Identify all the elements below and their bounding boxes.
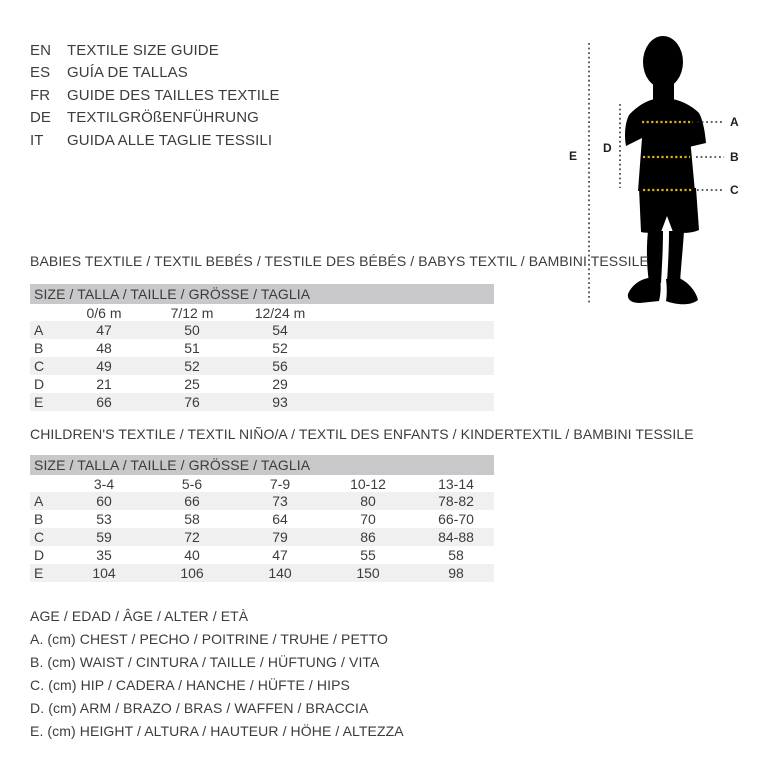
table-cell: 66 xyxy=(96,394,112,410)
column-header: 13-14 xyxy=(438,475,474,492)
language-code: ES xyxy=(30,64,51,82)
table-cell: 49 xyxy=(96,358,112,374)
row-label: C xyxy=(34,529,45,545)
measure-label-b: B xyxy=(730,150,739,164)
row-label: C xyxy=(34,358,45,374)
column-header: 12/24 m xyxy=(254,304,306,321)
legend-arm-line: D. (cm) ARM / BRAZO / BRAS / WAFFEN / BRACCIA xyxy=(30,699,369,716)
language-title: GUIDA ALLE TAGLIE TESSILI xyxy=(67,131,273,149)
table-row xyxy=(30,564,494,582)
table-row xyxy=(30,492,494,510)
table-cell: 86 xyxy=(360,529,376,545)
row-label: A xyxy=(34,493,44,509)
table-cell: 40 xyxy=(184,547,200,563)
child-silhouette-diagram xyxy=(560,20,768,320)
table-cell: 58 xyxy=(448,547,464,563)
legend-age-line: AGE / EDAD / ÂGE / ALTER / ETÀ xyxy=(30,607,249,624)
table-cell: 47 xyxy=(272,547,288,563)
babies-size-table xyxy=(30,284,494,411)
table-cell: 48 xyxy=(96,340,112,356)
babies-section-heading: BABIES TEXTILE / TEXTIL BEBÉS / TESTILE DES BÉBÉS / BABYS TEXTIL / BAMBINI TESSILE xyxy=(30,253,649,269)
children-size-header-bar: SIZE / TALLA / TAILLE / GRÖSSE / TAGLIA xyxy=(30,455,494,475)
language-title: GUÍA DE TALLAS xyxy=(67,64,188,82)
table-cell: 78-82 xyxy=(438,493,474,509)
table-cell: 84-88 xyxy=(438,529,474,545)
table-cell: 79 xyxy=(272,529,288,545)
table-row xyxy=(30,339,494,357)
language-row-en xyxy=(30,39,280,62)
language-code: DE xyxy=(30,109,52,127)
measurement-figure xyxy=(560,20,768,320)
legend-chest-line: A. (cm) CHEST / PECHO / POITRINE / TRUHE / PETTO xyxy=(30,630,388,647)
table-cell: 55 xyxy=(360,547,376,563)
row-label: D xyxy=(34,376,45,392)
row-label: B xyxy=(34,340,44,356)
language-row-fr xyxy=(30,84,280,107)
table-cell: 52 xyxy=(184,358,200,374)
table-cell: 59 xyxy=(96,529,112,545)
column-header: 5-6 xyxy=(181,475,203,492)
table-cell: 80 xyxy=(360,493,376,509)
table-row xyxy=(30,528,494,546)
table-cell: 29 xyxy=(272,376,288,392)
column-header: 3-4 xyxy=(93,475,115,492)
babies-column-header-row xyxy=(30,304,494,321)
table-cell: 54 xyxy=(272,322,288,338)
language-row-it xyxy=(30,129,280,152)
table-cell: 58 xyxy=(184,511,200,527)
table-cell: 76 xyxy=(184,394,200,410)
table-row xyxy=(30,357,494,375)
table-cell: 35 xyxy=(96,547,112,563)
row-label: B xyxy=(34,511,44,527)
table-cell: 66 xyxy=(184,493,200,509)
column-header: 7/12 m xyxy=(170,304,214,321)
table-cell: 53 xyxy=(96,511,112,527)
legend-hip-line: C. (cm) HIP / CADERA / HANCHE / HÜFTE / HIPS xyxy=(30,676,350,693)
table-row xyxy=(30,321,494,339)
table-cell: 150 xyxy=(356,565,380,581)
measurement-legend xyxy=(30,604,404,742)
language-title-list xyxy=(30,39,280,152)
measure-label-c: C xyxy=(730,183,739,197)
table-cell: 73 xyxy=(272,493,288,509)
language-code: IT xyxy=(30,131,44,149)
table-cell: 106 xyxy=(180,565,204,581)
language-code: FR xyxy=(30,86,51,104)
language-row-es xyxy=(30,62,280,85)
column-header: 10-12 xyxy=(350,475,386,492)
table-row xyxy=(30,375,494,393)
children-section-heading: CHILDREN'S TEXTILE / TEXTIL NIÑO/A / TEXTIL DES ENFANTS / KINDERTEXTIL / BAMBINI TESSILE xyxy=(30,426,694,442)
language-code: EN xyxy=(30,41,52,59)
table-cell: 47 xyxy=(96,322,112,338)
table-cell: 66-70 xyxy=(438,511,474,527)
measure-label-d: D xyxy=(603,141,612,155)
table-cell: 72 xyxy=(184,529,200,545)
table-cell: 104 xyxy=(92,565,116,581)
row-label: E xyxy=(34,565,44,581)
table-row xyxy=(30,393,494,411)
table-row xyxy=(30,546,494,564)
children-size-table xyxy=(30,455,494,582)
language-title: GUIDE DES TAILLES TEXTILE xyxy=(67,86,280,104)
children-column-header-row xyxy=(30,475,494,492)
measure-label-a: A xyxy=(730,115,739,129)
table-cell: 70 xyxy=(360,511,376,527)
table-cell: 93 xyxy=(272,394,288,410)
table-cell: 64 xyxy=(272,511,288,527)
legend-waist-line: B. (cm) WAIST / CINTURA / TAILLE / HÜFTUNG / VITA xyxy=(30,653,380,670)
language-row-de xyxy=(30,107,280,130)
measure-label-e: E xyxy=(569,149,578,163)
table-cell: 98 xyxy=(448,565,464,581)
table-cell: 21 xyxy=(96,376,112,392)
table-cell: 140 xyxy=(268,565,292,581)
column-header: 0/6 m xyxy=(86,304,122,321)
table-row xyxy=(30,510,494,528)
table-cell: 60 xyxy=(96,493,112,509)
table-cell: 51 xyxy=(184,340,200,356)
row-label: E xyxy=(34,394,44,410)
babies-size-header-bar: SIZE / TALLA / TAILLE / GRÖSSE / TAGLIA xyxy=(30,284,494,304)
row-label: A xyxy=(34,322,44,338)
table-cell: 52 xyxy=(272,340,288,356)
column-header: 7-9 xyxy=(269,475,291,492)
table-cell: 50 xyxy=(184,322,200,338)
table-cell: 25 xyxy=(184,376,200,392)
language-title: TEXTILE SIZE GUIDE xyxy=(67,41,219,59)
language-title: TEXTILGRÖßENFÜHRUNG xyxy=(67,109,259,127)
row-label: D xyxy=(34,547,45,563)
legend-height-line: E. (cm) HEIGHT / ALTURA / HAUTEUR / HÖHE / ALTEZZA xyxy=(30,722,404,739)
table-cell: 56 xyxy=(272,358,288,374)
